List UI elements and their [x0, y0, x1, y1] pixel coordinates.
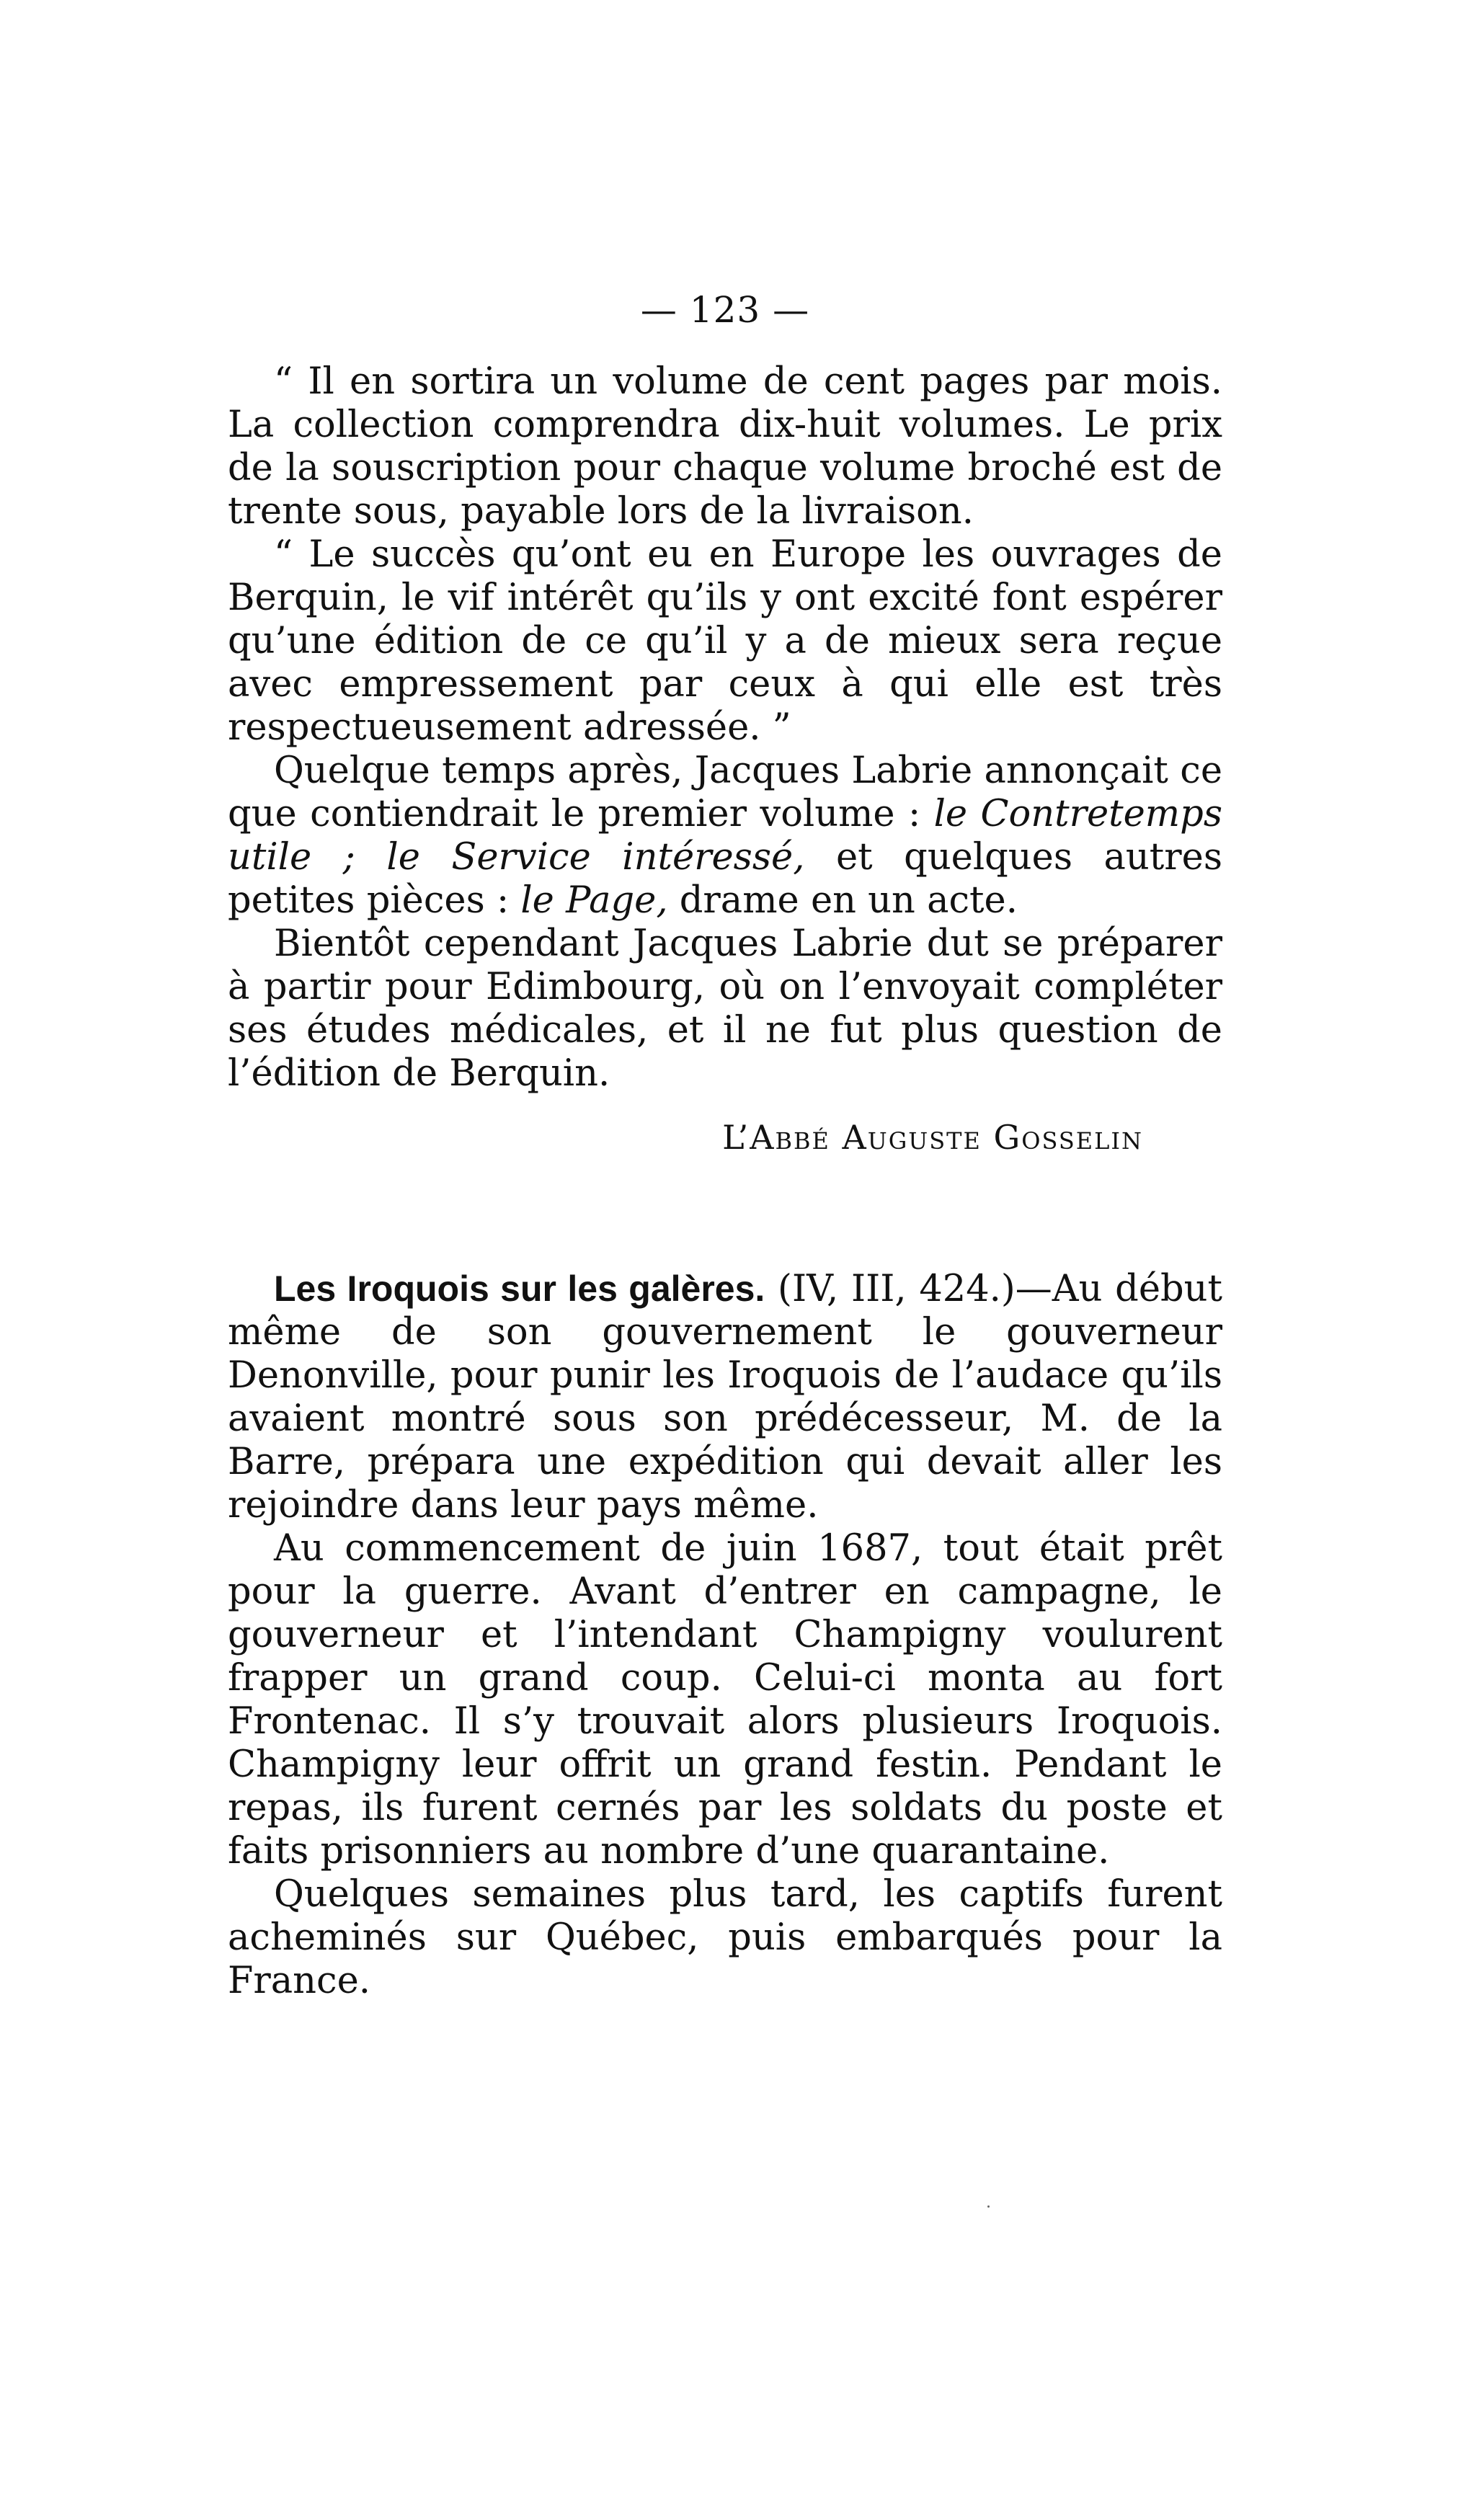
paragraph-berquin-success: “ Le succès qu’ont eu en Europe les ouvrages de Berquin, le vif intérêt qu’ils y ont excité font espérer qu’une édition de ce qu’il y a de mieux sera reçue avec empressement par ceux à qui elle est très respectueusement adressée. ” — [228, 533, 1222, 749]
entry-text: —Au début même de son gouvernement le gouverneur Denonville, pour punir les Iroquois de l’audace qu’ils avaient montré sous son prédécesseur, M. de la Barre, prépara une expédition qui devait aller les rejoindre dans leur pays même. — [228, 1268, 1222, 1527]
entry-iroquois — [228, 1267, 1222, 1527]
book-page — [228, 288, 1222, 2003]
entry-title: Les Iroquois sur les galères. — [274, 1268, 765, 1309]
author-signature: L’Abbé Auguste Gosselin — [722, 1118, 1143, 1157]
para3-italic-page: le Page, — [520, 879, 668, 922]
section-spacer — [228, 1159, 1222, 1267]
paragraph-subscription: “ Il en sortira un volume de cent pages par mois. La collection comprendra dix-huit volumes. Le prix de la souscription pour chaque volume broché est de trente sous, payable lors de la livraison. — [228, 360, 1222, 533]
page-number: — 123 — — [640, 289, 810, 331]
entry-reference: (IV, III, 424.) — [765, 1268, 1016, 1310]
para3-before: Quelque temps après, Jacques Labrie annonçait ce que contiendrait le premier volume : — [228, 750, 1222, 835]
paragraph-edimbourg: Bientôt cependant Jacques Labrie dut se préparer à partir pour Edimbourg, où on l’envoyait compléter ses études médicales, et il ne fut plus question de l’édition de Berquin. — [228, 923, 1222, 1095]
paragraph-first-volume — [228, 750, 1222, 923]
para3-after: drame en un acte. — [667, 879, 1018, 922]
para3-italic-titles: le Contretemps utile ; le Service intéressé, — [228, 793, 1222, 879]
paragraph-juin-1687: Au commencement de juin 1687, tout était prêt pour la guerre. Avant d’entrer en campagne, le gouverneur et l’intendant Champigny voulurent frapper un grand coup. Celui-ci monta au fort Frontenac. Il s’y trouvait alors plusieurs Iroquois. Champigny leur offrit un grand festin. Pendant le repas, ils furent cernés par les soldats du poste et faits prisonniers au nombre d’une quarantaine. — [228, 1527, 1222, 1872]
paragraph-captifs: Quelques semaines plus tard, les captifs furent acheminés sur Québec, puis embarqués pour la France. — [228, 1873, 1222, 2002]
paper-speck — [987, 2205, 990, 2208]
para3-middle: et quelques autres petites pièces : — [228, 836, 1223, 922]
